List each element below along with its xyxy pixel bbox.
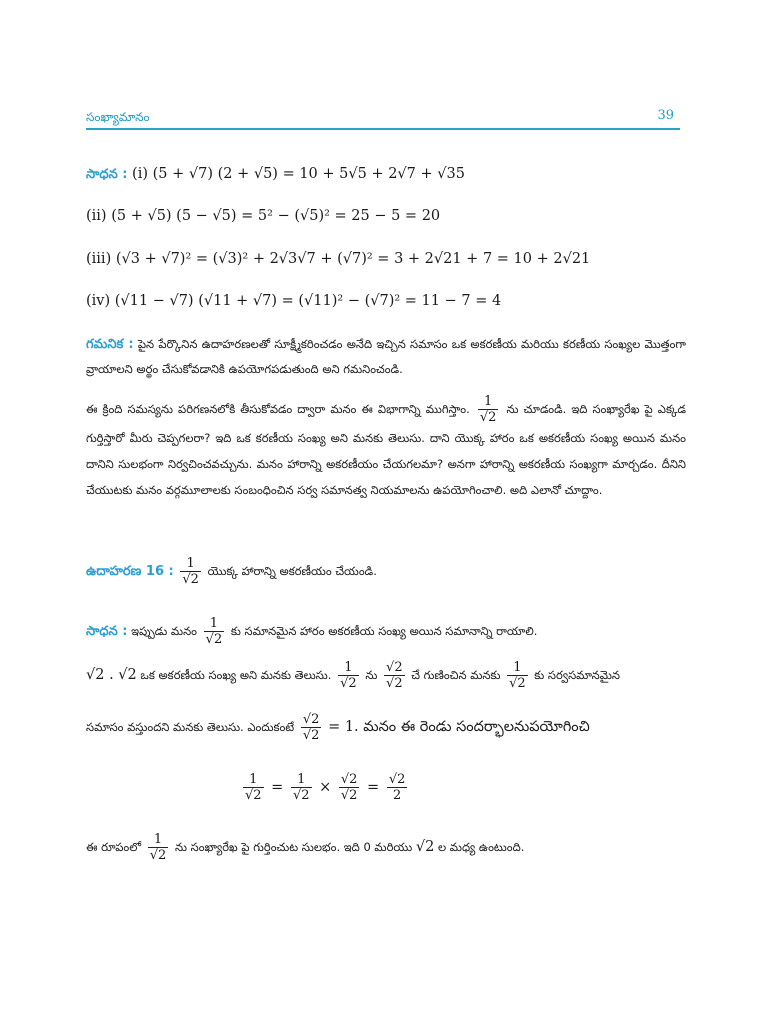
fraction-one-over-root2: $\frac{1}{√2}$ xyxy=(149,832,167,863)
intro-paragraph xyxy=(86,394,686,503)
para-after: ను చూడండి. ఇది సంఖ్యారేఖ పై ఎక్కడ గుర్తిస్తారో మీరు చెప్పగలరా? ఇది ఒక కరణీయ సంఖ్య అని మనకు తెలుసు. దాని యొక్క హారం ఒక అకరణీయ సంఖ్య అయిన మనం దానిని సులభంగా నిర్వచించవచ్చును. మనం హారాన్ని అకరణీయం చేయగలమా? అనగా హారాన్ని అకరణీయ సంఖ్యగా మార్చడం. దీనిని చేయుటకు మనం వర్గమూలాలకు సంబంధించిన సర్వ సమానత్వ నియమాలను ఉపయోగించాలి. అది ఎలానో చూద్దాం. xyxy=(86,402,687,497)
equation-i: (i) (5 + √7) (2 + √5) = 10 + 5√5 + 2√7 + √35 xyxy=(132,166,465,182)
fraction-one-over-root2: $\frac{1}{√2}$ xyxy=(182,556,199,587)
solution2-line2: √2 . √2 ఒక అకరణీయ సంఖ్య అని మనకు తెలుసు. $\frac{1}{√2}$ ను $\frac{√2}{√2}$ చే గుణించిన మనకు $\frac{1}{√2}$ కు సర్వసమానమైన xyxy=(86,660,620,691)
page-number: 39 xyxy=(657,108,674,123)
equation-iii: (iii) (√3 + √7)² = (√3)² + 2√3√7 + (√7)² = 3 + 2√21 + 7 = 10 + 2√21 xyxy=(86,251,591,267)
chapter-title: సంఖ్యామానం xyxy=(86,110,150,124)
fraction-one-over-root2: $\frac{1}{√2}$ xyxy=(205,616,223,647)
solution-line-i xyxy=(86,166,686,185)
fraction-one-over-root2: $\frac{1}{√2}$ xyxy=(509,660,526,691)
root2-times-root2: √2 . √2 xyxy=(86,667,137,683)
equation-ii: (ii) (5 + √5) (5 − √5) = 5² − (√5)² = 25 − 5 = 20 xyxy=(86,208,441,224)
final-line: ఈ రూపంలో $\frac{1}{√2}$ ను సంఖ్యారేఖ పై గుర్తించుట సులభం. ఇది 0 మరియు √2 ల మధ్య ఉంటుంది. xyxy=(86,832,525,863)
equation-iv: (iv) (√11 − √7) (√11 + √7) = (√11)² − (√7)² = 11 − 7 = 4 xyxy=(86,293,502,309)
solution2-line3: సమాసం వస్తుందని మనకు తెలుసు. ఎందుకంటే $\frac{√2}{√2}$ = 1. మనం ఈ రెండు సందర్భాలనుపయోగించి xyxy=(86,712,590,743)
note-label: గమనిక : xyxy=(86,337,134,352)
para-before: ఈ క్రింది సమస్యను పరిగణనలోకి తీసుకోవడం ద్వారా మనం ఈ విభాగాన్ని ముగిస్తాం. xyxy=(86,402,470,416)
fraction-root2-over-root2: $\frac{√2}{√2}$ xyxy=(302,712,320,743)
fraction-root2-over-root2: $\frac{√2}{√2}$ xyxy=(386,660,403,691)
solution-label: సాధన : xyxy=(86,167,128,182)
solution2-label: సాధన : xyxy=(86,624,128,639)
fraction-one-over-root2: $\frac{1}{√2}$ xyxy=(340,660,357,691)
rationalized-equation: $\frac{1}{√2}$ = $\frac{1}{√2}$ × $\frac{√2}{√2}$ = $\frac{√2}{2}$ xyxy=(245,772,406,803)
note-text: పైన పేర్కొనిన ఉదాహరణలతో సూక్ష్మీకరించడం అనేది ఇచ్చిన సమాసం ఒక అకరణీయ మరియు కరణీయ సంఖ్యల మొత్తంగా వ్రాయాలని అర్థం చేసుకోవడానికి ఉపయోగపడుతుంది అని గమనించండి. xyxy=(86,337,687,376)
note-paragraph xyxy=(86,332,686,381)
example-label: ఉదాహరణ 16 : xyxy=(86,564,174,579)
header-rule xyxy=(86,128,680,130)
example-heading xyxy=(86,556,686,587)
solution2-line1: సాధన : ఇప్పుడు మనం $\frac{1}{√2}$ కు సమానమైన హారం అకరణీయ సంఖ్య అయిన సమానాన్ని రాయాలి. xyxy=(86,616,538,647)
example-text: యొక్క హారాన్ని అకరణీయం చేయండి. xyxy=(207,564,377,578)
fraction-one-over-root2: $\frac{1}{√2}$ xyxy=(479,394,497,425)
page-header xyxy=(86,108,680,132)
